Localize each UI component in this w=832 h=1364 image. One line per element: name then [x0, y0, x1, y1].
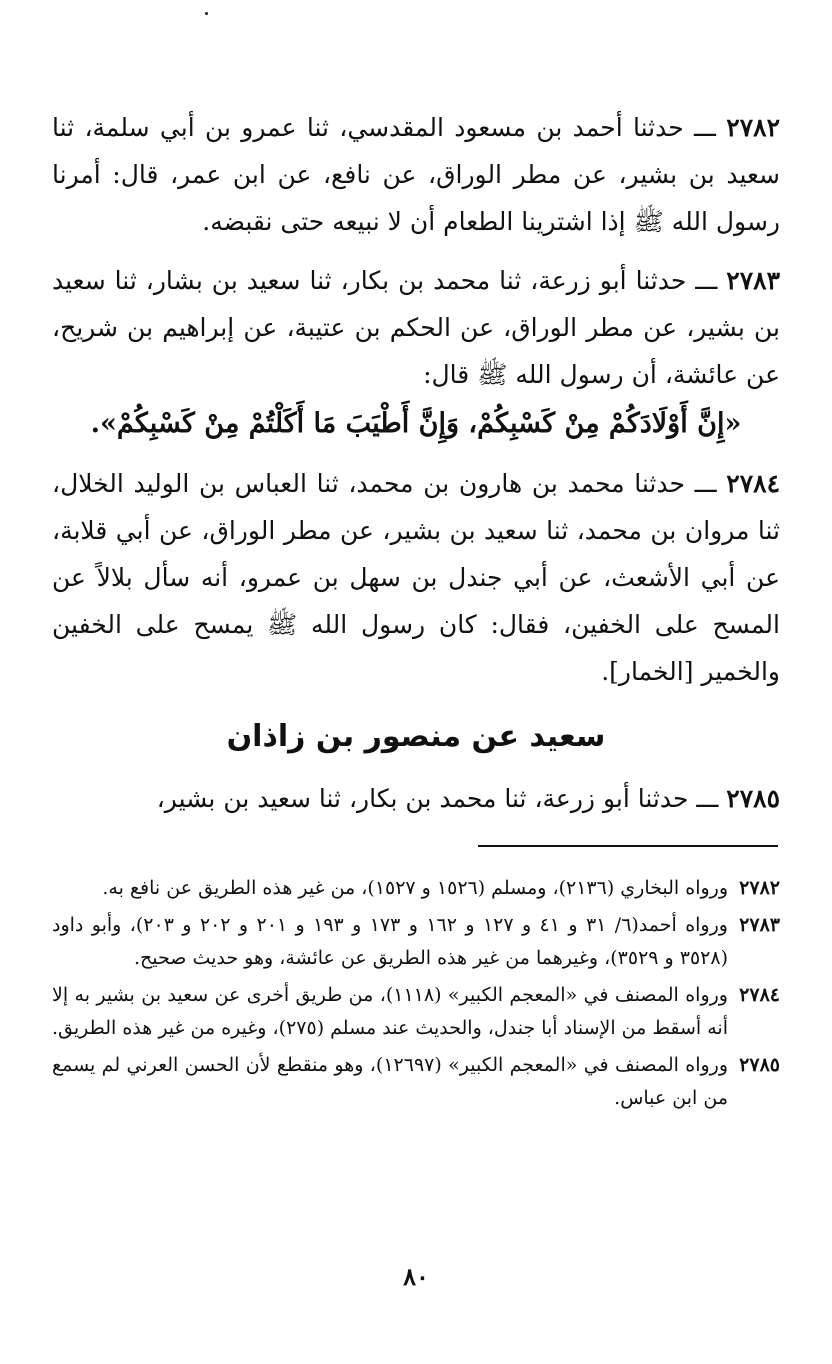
hadith-text: ـــ حدثنا أبو زرعة، ثنا محمد بن بكار، ثنا سعيد بن بشير،: [156, 784, 727, 813]
footnote-number: ٢٧٨٢: [739, 877, 780, 899]
hadith-2784: [52, 460, 780, 695]
scan-speck: [205, 12, 208, 15]
hadith-number: ٢٧٨٢: [726, 113, 780, 142]
footnote-separator: [478, 845, 778, 847]
hadith-2785: [52, 775, 780, 822]
footnote-number: ٢٧٨٣: [739, 914, 780, 936]
footnote: [52, 872, 780, 905]
footnote-text: ورواه المصنف في «المعجم الكبير» (١١١٨)، من طريق أخرى عن سعيد بن بشير به إلا أنه أسقط من الإسناد أبا جندل، والحديث عند مسلم (٢٧٥)، وغيره من غير هذه الطريق.: [51, 984, 728, 1039]
footnote-text: ورواه أحمد(٦/ ٣١ و ٤١ و ١٢٧ و ١٦٢ و ١٧٣ و ١٩٣ و ٢٠١ و ٢٠٢ و ٢٠٣)، وأبو داود (٣٥٢٨ و ٣٥٢٩)، وغيرهما من غير هذه الطريق عن عائشة، وهو حديث صحيح.: [52, 914, 728, 969]
page-number: ٨٠: [403, 1262, 429, 1291]
main-text: [52, 104, 780, 834]
footnotes: [52, 872, 780, 1119]
hadith-number: ٢٧٨٥: [726, 784, 780, 813]
footnote-text: ورواه المصنف في «المعجم الكبير» (١٢٦٩٧)، وهو منقطع لأن الحسن العرني لم يسمع من ابن عباس.: [52, 1054, 729, 1109]
hadith-text: ـــ حدثنا محمد بن هارون بن محمد، ثنا العباس بن الوليد الخلال، ثنا مروان بن محمد، ثنا سعيد بن بشير، عن مطر الوراق، عن أبي قلابة، عن أبي الأشعث، عن أبي جندل بن سهل بن عمرو، أنه سأل بلالاً عن المسح على الخفين، فقال: كان رسول الله ﷺ يمسح على الخفين والخمير [الخمار].: [52, 469, 780, 686]
hadith-2782: [52, 104, 780, 245]
hadith-2783: [52, 257, 780, 398]
footnote-text: ورواه البخاري (٢١٣٦)، ومسلم (١٥٢٦ و ١٥٢٧)، من غير هذه الطريق عن نافع به.: [102, 877, 728, 899]
hadith-number: ٢٧٨٤: [726, 469, 780, 498]
hadith-number: ٢٧٨٣: [726, 266, 780, 295]
hadith-quote: «إِنَّ أَوْلَادَكُمْ مِنْ كَسْبِكُمْ، وَإِنَّ أَطْيَبَ مَا أَكَلْتُمْ مِنْ كَسْبِكُمْ».: [90, 408, 742, 439]
footnote: [52, 909, 780, 975]
chapter-title: سعيد عن منصور بن زاذان: [226, 719, 606, 754]
hadith-text: ـــ حدثنا أحمد بن مسعود المقدسي، ثنا عمرو بن أبي سلمة، ثنا سعيد بن بشير، عن مطر الوراق، عن نافع، عن ابن عمر، قال: أمرنا رسول الله ﷺ إذا اشترينا الطعام أن لا نبيعه حتى نقبضه.: [52, 113, 780, 236]
footnote-number: ٢٧٨٥: [739, 1054, 780, 1076]
footnote-number: ٢٧٨٤: [739, 984, 780, 1006]
hadith-text: ـــ حدثنا أبو زرعة، ثنا محمد بن بكار، ثنا سعيد بن بشار، ثنا سعيد بن بشير، عن مطر الوراق، عن الحكم بن عتيبة، عن إبراهيم بن شريح، عن عائشة، أن رسول الله ﷺ قال:: [52, 266, 780, 389]
footnote: [52, 1049, 780, 1115]
footnote: [52, 979, 780, 1045]
